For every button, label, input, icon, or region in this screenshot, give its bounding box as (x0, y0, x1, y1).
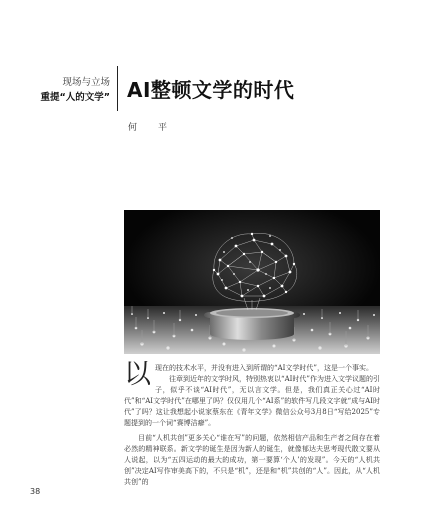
vertical-divider (117, 66, 118, 111)
body-paragraph-2: 往章到近年的文学时风，特别热衷以“AI时代”作为进入文学议题的引子，似乎不谈“AI时代”，无以言文学。但是，我们真正关心过“AI时代”和“AI文学时代”在哪里了吗？仅仅用几个“AI系”的软件写几段文字就“成与AI时代”了吗？这让我想起小说家蔡东在《青年文学》微信公众号3月8日“写给2025”专题提到的一个词“赛博洁癖”。 (124, 375, 380, 427)
article-author: 何 平 (128, 123, 174, 133)
column-label (0, 75, 110, 105)
article-title: AI整顿文学的时代 (127, 78, 295, 102)
page-number: 38 (30, 487, 41, 496)
column-subtitle: 重提“人的文学” (40, 92, 110, 103)
column-name: 现场与立场 (62, 77, 110, 88)
body-paragraph-1 (124, 359, 380, 390)
article-body (124, 359, 380, 488)
ai-brain-photo (124, 210, 380, 354)
body-paragraph-1-text: 现在的技术水平，并没有进入到所谓的“AI文学时代”，这是一个事实。 (155, 364, 373, 372)
drop-cap: 以 (124, 359, 151, 390)
body-paragraph-3: 目前“人机共创”更多关心“谁在写”的问题，依然相信产品和生产者之间存在着必然的精神联系。新文学的诞生是因为新人的诞生，就像郁达夫思考现代散文要从人说起，以为“五四运动的最大的成功，第一要算‘个人’的发现”。今天的“人机共创”决定AI写作审美高下的，不只是“机”，还是和“机”共创的“人”。因此，从“人机共创”的 (124, 434, 380, 486)
